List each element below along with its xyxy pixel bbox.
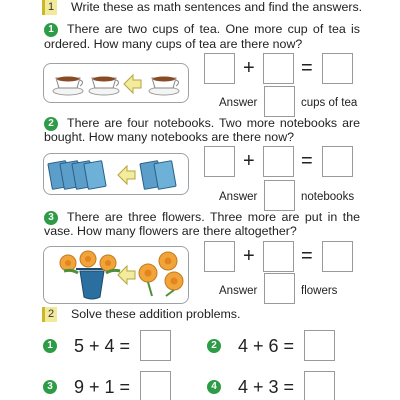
problem-1-answer-box[interactable]: [264, 86, 295, 117]
problem-1-sum-box[interactable]: [322, 53, 353, 84]
problem-1-plus-sign: +: [243, 57, 255, 79]
problem-3-plus-sign: +: [243, 245, 255, 267]
notebook-icon: [154, 161, 176, 190]
problem-3-number: 3: [44, 211, 58, 225]
problem-3-equals-sign: =: [301, 245, 313, 267]
addition-1-number: 1: [43, 339, 57, 353]
addition-3-expression: 9 + 1 =: [74, 377, 131, 397]
notebooks-illustration: [44, 154, 189, 195]
problem-2-number: 2: [44, 117, 58, 131]
problem-1-addend-2-box[interactable]: [263, 53, 294, 84]
addition-3-answer-box[interactable]: [140, 371, 171, 400]
tea-cups-illustration: [44, 64, 189, 103]
addition-1-expression: 5 + 4 =: [74, 336, 131, 356]
flower-icon: [165, 272, 183, 290]
problem-3-sum-box[interactable]: [322, 241, 353, 272]
notebooks-picture: [43, 153, 189, 195]
problem-3-unit-label: flowers: [301, 285, 338, 297]
problem-3-answer-label: Answer: [219, 285, 258, 297]
addition-3-number: 3: [43, 380, 57, 394]
flower-icon: [159, 252, 177, 270]
problem-2-unit-label: notebooks: [301, 191, 355, 203]
problem-2-answer-box[interactable]: [264, 180, 295, 211]
problem-2-plus-sign: +: [243, 150, 255, 172]
problem-1-equals-sign: =: [301, 57, 313, 79]
addition-2-number: 2: [207, 339, 221, 353]
teacup-icon: [53, 77, 83, 96]
addition-4-expression: 4 + 3 =: [238, 377, 295, 397]
tea-cups-picture: [43, 63, 189, 103]
addition-2-answer-box[interactable]: [304, 330, 335, 361]
problem-2-sum-box[interactable]: [322, 146, 353, 177]
section-2-instruction: Solve these addition problems.: [71, 307, 241, 321]
flower-icon: [139, 264, 157, 282]
problem-3-addend-2-box[interactable]: [263, 241, 294, 272]
problem-1-addend-1-box[interactable]: [204, 53, 235, 84]
problem-3-answer-box[interactable]: [264, 273, 295, 304]
flower-icon: [100, 255, 116, 271]
problem-2-addend-2-box[interactable]: [263, 146, 294, 177]
problem-2-line-1: There are four notebooks. Two more notebooks are: [67, 116, 360, 130]
arrow-icon: [124, 75, 141, 93]
notebook-icon: [84, 161, 106, 190]
flowers-picture: [43, 246, 189, 304]
addition-4-answer-box[interactable]: [304, 371, 335, 400]
arrow-icon: [118, 266, 135, 284]
teacup-icon: [89, 77, 119, 96]
problem-2-addend-1-box[interactable]: [204, 146, 235, 177]
arrow-icon: [118, 166, 135, 184]
problem-1-line-1: There are two cups of tea. One more cup of tea is: [67, 22, 360, 36]
problem-2-equals-sign: =: [301, 150, 313, 172]
addition-1-answer-box[interactable]: [140, 330, 171, 361]
addition-4-number: 4: [207, 380, 221, 394]
problem-3-addend-1-box[interactable]: [204, 241, 235, 272]
section-1-badge: 1: [42, 0, 57, 15]
vase-icon: [76, 269, 108, 299]
problem-3-line-2: vase. How many flowers are there altogether?: [44, 224, 297, 238]
flowers-illustration: [44, 247, 189, 304]
flower-icon: [60, 255, 76, 271]
problem-1-unit-label: cups of tea: [301, 97, 358, 109]
section-2-badge: 2: [42, 307, 57, 322]
problem-1-line-2: ordered. How many cups of tea are there now?: [44, 37, 303, 51]
problem-1-answer-label: Answer: [219, 97, 258, 109]
teacup-icon: [149, 77, 179, 96]
problem-3-line-1: There are three flowers. Three more are put in the: [67, 210, 360, 224]
problem-1-number: 1: [44, 23, 58, 37]
flower-icon: [80, 251, 96, 267]
addition-2-expression: 4 + 6 =: [238, 336, 295, 356]
problem-2-answer-label: Answer: [219, 191, 258, 203]
section-1-instruction: Write these as math sentences and find the answers.: [71, 0, 363, 14]
problem-2-line-2: bought. How many notebooks are there now?: [44, 130, 295, 144]
